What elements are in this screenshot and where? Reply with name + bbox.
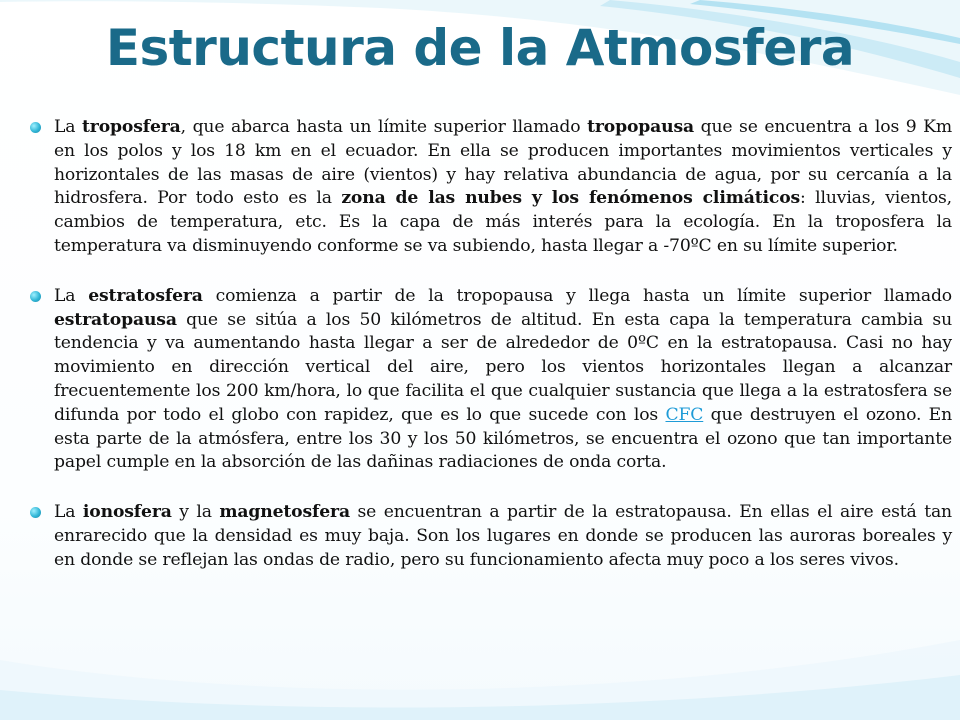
- paragraph-text: comienza a partir de la tropopausa y llega hasta un límite superior llamado: [202, 285, 952, 306]
- bullet-paragraph: [30, 116, 952, 259]
- bold-term: magnetosfera: [219, 502, 350, 523]
- paragraph-text: que se sitúa a los 50 kilómetros de altitud. En esta capa la temperatura cambia su tendencia y va aumentando hasta llegar a ser de alrededor de 0ºC en la estratopausa. Casi no hay movimiento en dirección vertical del aire, pero los vientos horizontales llegan a alcanzar frecuentemente los 200 km/hora, lo que facilita el que cualquier sustancia que llega a la estratosfera se difunda por todo el globo con rapidez, que es lo que sucede con los: [54, 309, 952, 425]
- bold-term: zona de las nubes y los fenómenos climáticos: [341, 188, 801, 209]
- cfc-link[interactable]: CFC: [665, 404, 704, 425]
- bold-term: troposfera: [82, 117, 181, 137]
- slide-title: Estructura de la Atmosfera: [105, 19, 855, 77]
- paragraph-text: La: [54, 502, 83, 523]
- paragraph-text: La: [54, 285, 89, 306]
- bold-term: estratopausa: [54, 309, 177, 330]
- bullet-paragraph: [30, 285, 952, 475]
- paragraph-text: que se encuentra a los 9 Km en los polos y los 18 km en el ecuador. En ella se producen importantes movimientos verticales y horizontales de las masas de aire (vientos) y hay relativa abundancia de agua, por su cercanía a la hidrosfera. Por todo esto es la: [54, 117, 953, 209]
- bullet-paragraph: [30, 501, 952, 572]
- bullet-icon: [30, 122, 41, 133]
- paragraph-text: La: [54, 117, 82, 137]
- bullet-list: [30, 116, 952, 599]
- paragraph-text: que destruyen el ozono. En esta parte de la atmósfera, entre los 30 y los 50 kilómetros, se encuentra el ozono que tan importante papel cumple en la absorción de las dañinas radiaciones de onda corta.: [54, 404, 952, 473]
- paragraph-text: , que abarca hasta un límite superior llamado: [180, 117, 588, 137]
- bullet-icon: [30, 507, 41, 518]
- bullet-icon: [30, 291, 41, 302]
- paragraph-text: y la: [171, 502, 220, 523]
- paragraph-text: : lluvias, vientos, cambios de temperatura, etc. Es la capa de más interés para la ecología. En la troposfera la temperatura va disminuyendo conforme se va subiendo, hasta llegar a -70ºC en su límite superior.: [54, 188, 952, 256]
- paragraph-text: se encuentran a partir de la estratopausa. En ellas el aire está tan enrarecido que la densidad es muy baja. Son los lugares en donde se producen las auroras boreales y en donde se reflejan las ondas de radio, pero su funcionamiento afecta muy poco a los seres vivos.: [54, 502, 952, 570]
- bold-term: tropopausa: [587, 117, 694, 137]
- bold-term: estratosfera: [88, 285, 203, 306]
- bold-term: ionosfera: [82, 502, 172, 523]
